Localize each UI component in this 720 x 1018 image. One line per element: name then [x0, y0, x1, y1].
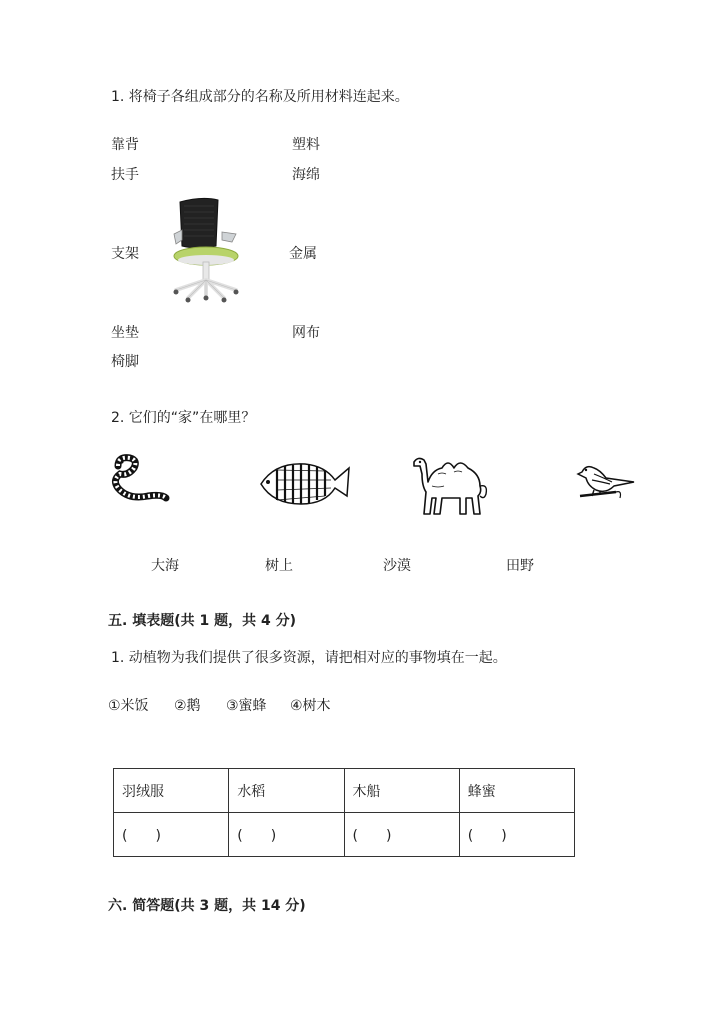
table-header-cell: 蜂蜜	[459, 769, 574, 813]
option-rice: ①米饭	[108, 698, 149, 714]
answer-blank[interactable]: ( )	[459, 813, 574, 857]
material-sponge: 海绵	[292, 167, 320, 183]
home-field: 田野	[506, 558, 534, 574]
chair-part-armrest: 扶手	[111, 167, 139, 183]
material-metal: 金属	[289, 246, 317, 262]
option-bee: ③蜜蜂	[226, 698, 267, 714]
fish-icon	[255, 456, 351, 508]
chair-part-backrest: 靠背	[111, 137, 139, 153]
section5-question: 1. 动植物为我们提供了很多资源，请把相对应的事物填在一起。	[111, 650, 507, 666]
chair-part-frame: 支架	[111, 246, 139, 262]
chair-part-seat: 坐垫	[111, 325, 139, 341]
material-mesh: 网布	[292, 325, 320, 341]
table-header-row	[114, 769, 575, 813]
home-tree: 树上	[265, 558, 293, 574]
section5-heading: 五. 填表题(共 1 题，共 4 分)	[108, 613, 296, 629]
table-header-cell: 水稻	[229, 769, 344, 813]
home-sea: 大海	[151, 558, 179, 574]
answer-blank[interactable]: ( )	[344, 813, 459, 857]
table-header-cell: 木船	[344, 769, 459, 813]
camel-icon	[408, 452, 494, 520]
home-desert: 沙漠	[383, 558, 411, 574]
answer-blank[interactable]: ( )	[229, 813, 344, 857]
fill-table	[113, 768, 575, 857]
table-header-cell: 羽绒服	[114, 769, 229, 813]
table-answer-row	[114, 813, 575, 857]
option-tree: ④树木	[290, 698, 331, 714]
snake-icon	[108, 452, 170, 508]
bird-icon	[576, 460, 638, 506]
answer-blank[interactable]: ( )	[114, 813, 229, 857]
chair-part-leg: 椅脚	[111, 354, 139, 370]
material-plastic: 塑料	[292, 137, 320, 153]
section6-heading: 六. 简答题(共 3 题，共 14 分)	[108, 898, 306, 914]
office-chair-image	[166, 196, 246, 306]
option-goose: ②鹅	[174, 698, 201, 714]
q2-title: 2. 它们的“家”在哪里？	[111, 410, 256, 426]
q1-title: 1. 将椅子各组成部分的名称及所用材料连起来。	[111, 89, 409, 105]
